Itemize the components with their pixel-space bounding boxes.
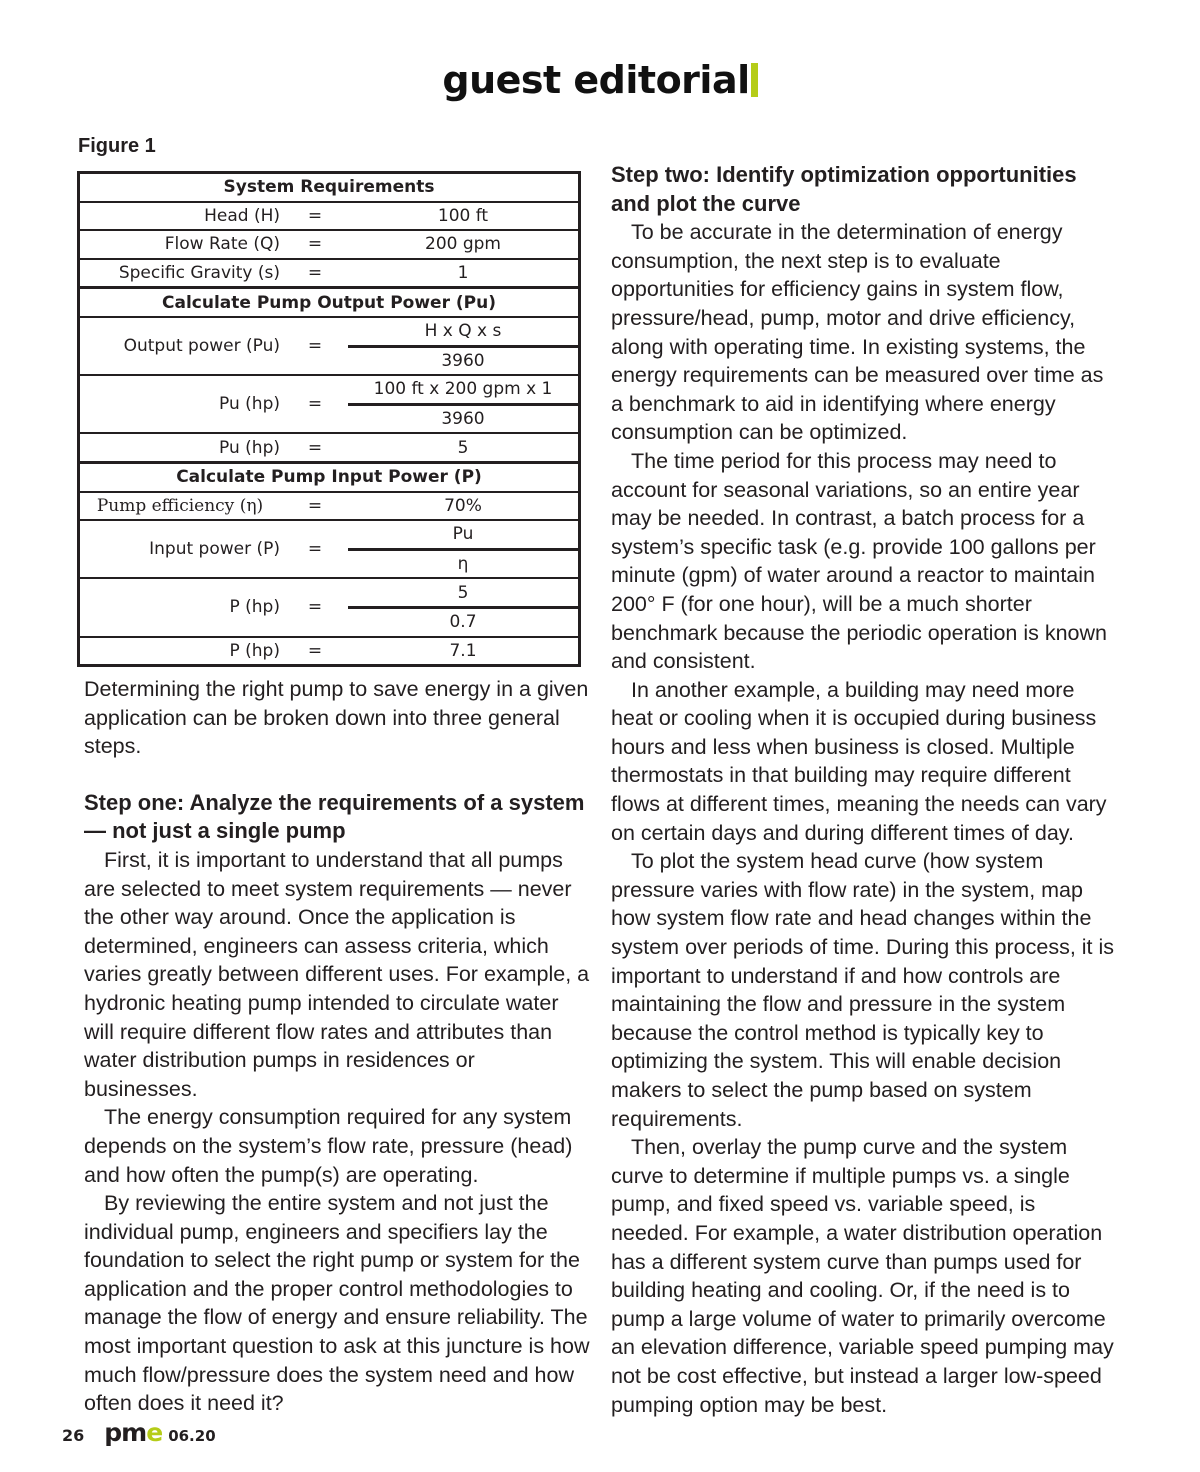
system-requirements-table (77, 171, 581, 667)
title-accent-bar (751, 63, 758, 97)
row-equals: = (282, 637, 348, 666)
page-title-text: guest editorial (442, 58, 750, 102)
section-heading-system: System Requirements (223, 177, 435, 198)
left-column (84, 675, 590, 1418)
body-paragraph: The energy consumption required for any system depends on the system’s flow rate, pressure (head) and how often the pump(s) are operating. (84, 1105, 573, 1187)
row-equals: = (282, 433, 348, 462)
row-label: P (hp) (79, 637, 283, 666)
body-paragraph: To be accurate in the determination of energy consumption, the next step is to evaluate opportunities for efficiency gains in system flow, pressure/head, pump, motor and drive efficiency, along with operating time. In existing systems, the energy requirements can be measured over time as a benchmark to aid in identifying where energy consumption can be optimized. (611, 220, 1104, 445)
row-value: 5 (348, 433, 580, 462)
row-label: Head (H) (79, 202, 283, 231)
body-paragraph: The time period for this process may need to account for seasonal variations, so an entire year may be needed. In contrast, a batch process for a system’s specific task (e.g. provide 100 gallons per minute (gpm) of water around a reactor to maintain 200° F (for one hour), will be a much shorter benchmark because the periodic operation is known and consistent. (611, 448, 1107, 674)
row-equals: = (282, 259, 348, 288)
fraction-denominator: η (457, 554, 469, 575)
row-label: Pu (hp) (79, 375, 283, 433)
row-label: Specific Gravity (s) (79, 259, 283, 288)
section-heading-input: Calculate Pump Input Power (P) (79, 462, 580, 491)
row-equals: = (282, 520, 348, 578)
row-label: Output power (Pu) (79, 317, 283, 375)
fraction-denominator: 3960 (441, 350, 485, 371)
row-value: 70% (348, 492, 580, 521)
table-row (79, 375, 580, 404)
row-equals: = (282, 578, 348, 636)
fraction-numerator: 100 ft x 200 gpm x 1 (348, 375, 580, 404)
row-label: P (hp) (79, 578, 283, 636)
row-value: 100 ft (348, 202, 580, 231)
row-equals: = (282, 202, 348, 231)
page-title (0, 58, 1200, 102)
issue-date: 06.20 (168, 1427, 216, 1445)
table-row (79, 492, 580, 521)
row-equals: = (282, 492, 348, 521)
row-label: Input power (P) (79, 520, 283, 578)
body-paragraph: In another example, a building may need more heat or cooling when it is occupied during business hours and less when business is closed. Multiple thermostats in that building may require different flows at different times, meaning the needs can vary on certain days and during different times of day. (611, 677, 1107, 845)
fraction-numerator: H x Q x s (348, 317, 580, 346)
table-row (79, 230, 580, 259)
fraction-denominator: 0.7 (449, 612, 477, 633)
row-equals: = (282, 317, 348, 375)
step-two-heading: Step two: Identify optimization opportunities and plot the curve (611, 162, 1077, 216)
table-row (79, 259, 580, 288)
row-value: 200 gpm (348, 230, 580, 259)
body-paragraph: First, it is important to understand that all pumps are selected to meet system requirements — never the other way around. Once the application is determined, engineers can assess criteria, which varies greatly between different uses. For example, a hydronic heating pump intended to circulate water will require different flow rates and attributes than water distribution pumps in residences or businesses. (84, 847, 590, 1101)
body-paragraph: By reviewing the entire system and not just the individual pump, engineers and specifiers lay the foundation to select the right pump or system for the application and the proper control methodologies to manage the flow of energy and ensure reliability. The most important question to ask at this juncture is how much flow/pressure does the system need and how often does it need it? (84, 1191, 590, 1416)
fraction-numerator: Pu (348, 520, 580, 549)
row-label: Pu (hp) (79, 433, 283, 462)
table-row (79, 637, 580, 666)
table-row (79, 433, 580, 462)
body-paragraph: To plot the system head curve (how system pressure varies with flow rate) in the system, map how system flow rate and head changes within the system over periods of time. During this process, it is important to understand if and how controls are maintaining the flow and pressure in the system because the control method is typically key to optimizing the system. This will enable decision makers to select the pump based on system requirements. (611, 849, 1115, 1131)
row-label: Pump efficiency (η) (79, 492, 283, 521)
row-label: Flow Rate (Q) (79, 230, 283, 259)
row-value: 1 (348, 259, 580, 288)
section-heading-output: Calculate Pump Output Power (Pu) (79, 288, 580, 317)
row-equals: = (282, 375, 348, 433)
right-column (611, 161, 1117, 1419)
logo-main: pm (104, 1418, 147, 1447)
step-one-heading: Step one: Analyze the requirements of a system — not just a single pump (84, 789, 585, 844)
fraction-denominator: 3960 (441, 409, 485, 430)
table-row (79, 578, 580, 607)
logo-accent: e (146, 1418, 163, 1447)
table-row (79, 520, 580, 549)
table-row (79, 317, 580, 346)
figure-label: Figure 1 (78, 135, 156, 157)
magazine-logo (104, 1418, 162, 1447)
row-equals: = (282, 230, 348, 259)
table-row (79, 202, 580, 231)
fraction-numerator: 5 (348, 578, 580, 607)
row-value: 7.1 (348, 637, 580, 666)
intro-paragraph: Determining the right pump to save energy in a given application can be broken down into three general steps. (84, 677, 589, 759)
body-paragraph: Then, overlay the pump curve and the system curve to determine if multiple pumps vs. a single pump, and fixed speed vs. variable speed, is needed. For example, a water distribution operation has a different system curve than pumps used for building heating and cooling. Or, if the need is to pump a large volume of water to primarily overcome an elevation difference, variable speed pumping may not be cost effective, but instead a larger low-speed pumping option may be best. (611, 1135, 1114, 1417)
page-footer (62, 1418, 216, 1447)
page-number: 26 (62, 1426, 85, 1445)
